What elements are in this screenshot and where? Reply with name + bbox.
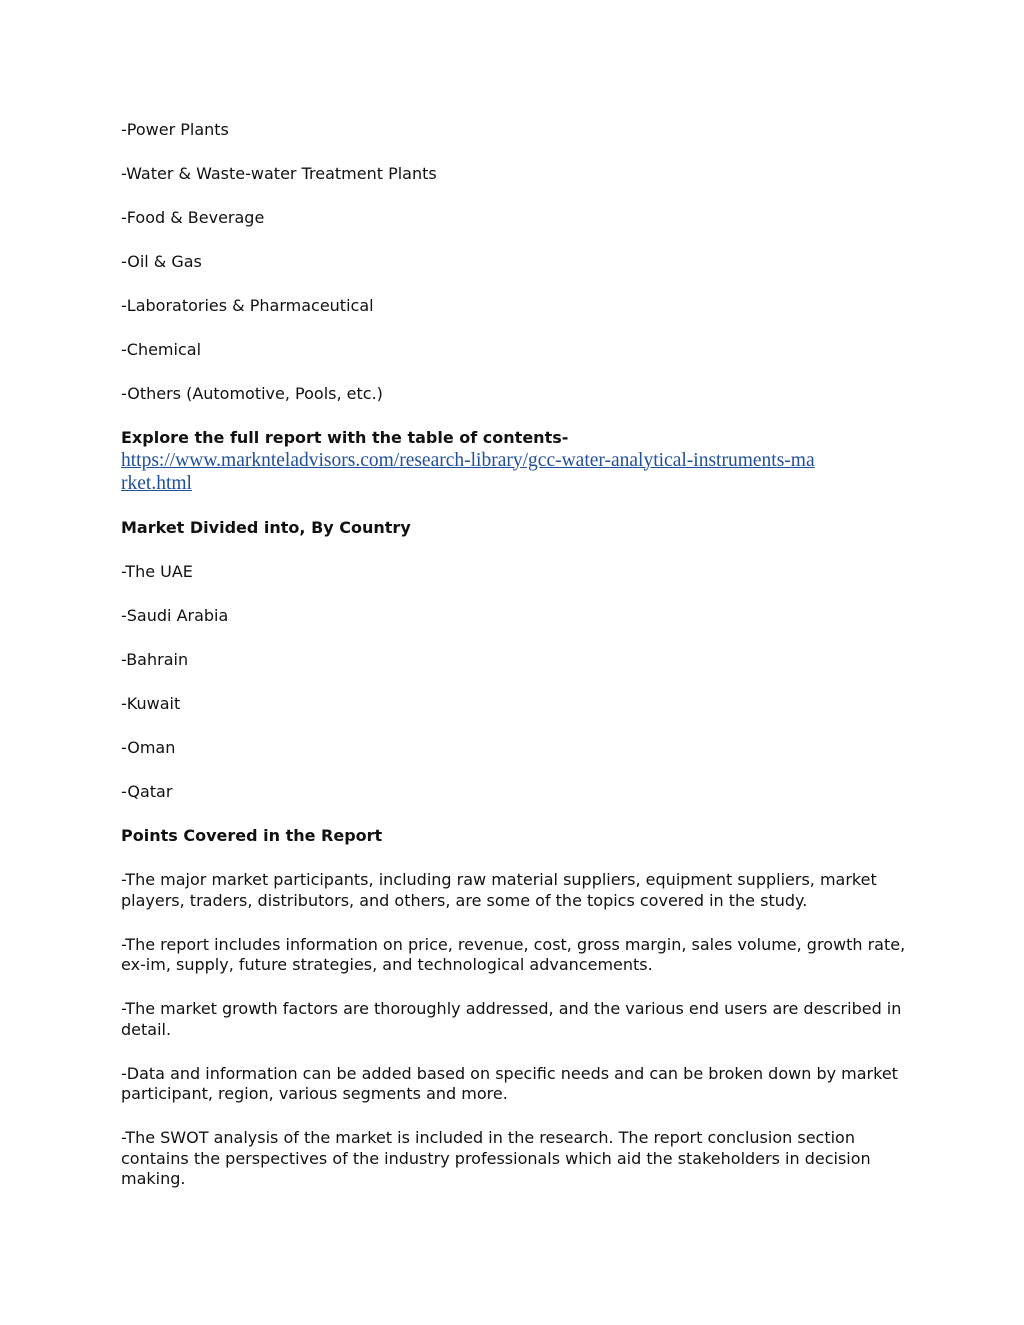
paragraph: -The report includes information on price, revenue, cost, gross margin, sales volume, growth rate, ex-im, supply, future strategies, and technological advancements. xyxy=(121,934,906,974)
list-item: -Oil & Gas xyxy=(121,252,202,271)
points-section xyxy=(121,826,906,1190)
end-user-list xyxy=(121,120,906,405)
list-item: -Power Plants xyxy=(121,120,229,139)
paragraph: -The major market participants, including raw material suppliers, equipment suppliers, market players, traders, distributors, and others, are some of the topics covered in the study. xyxy=(121,870,877,910)
section-heading-country: Market Divided into, By Country xyxy=(121,518,411,537)
list-item: -Oman xyxy=(121,738,176,757)
list-item: -Others (Automotive, Pools, etc.) xyxy=(121,384,383,403)
list-item: -Water & Waste-water Treatment Plants xyxy=(121,164,437,183)
list-item: -Saudi Arabia xyxy=(121,606,229,625)
paragraph: -The SWOT analysis of the market is included in the research. The report conclusion section contains the perspectives of the industry professionals which aid the stakeholders in decision making. xyxy=(121,1128,871,1188)
list-item: -Laboratories & Pharmaceutical xyxy=(121,296,374,315)
country-section xyxy=(121,518,906,803)
list-item: -The UAE xyxy=(121,562,193,581)
explore-report-block xyxy=(121,428,906,495)
list-item: -Food & Beverage xyxy=(121,208,265,227)
list-item: -Bahrain xyxy=(121,650,189,669)
list-item: -Kuwait xyxy=(121,694,181,713)
section-heading-points: Points Covered in the Report xyxy=(121,826,383,845)
explore-heading: Explore the full report with the table of contents- xyxy=(121,428,569,447)
list-item: -Qatar xyxy=(121,782,173,801)
paragraph: -The market growth factors are thoroughly addressed, and the various end users are described in detail. xyxy=(121,999,902,1039)
list-item: -Chemical xyxy=(121,340,202,359)
report-link[interactable]: https://www.marknteladvisors.com/research-library/gcc-water-analytical-instruments-market.html xyxy=(121,449,815,494)
document-page xyxy=(121,120,906,1213)
paragraph: -Data and information can be added based on specific needs and can be broken down by market participant, region, various segments and more. xyxy=(121,1063,898,1103)
